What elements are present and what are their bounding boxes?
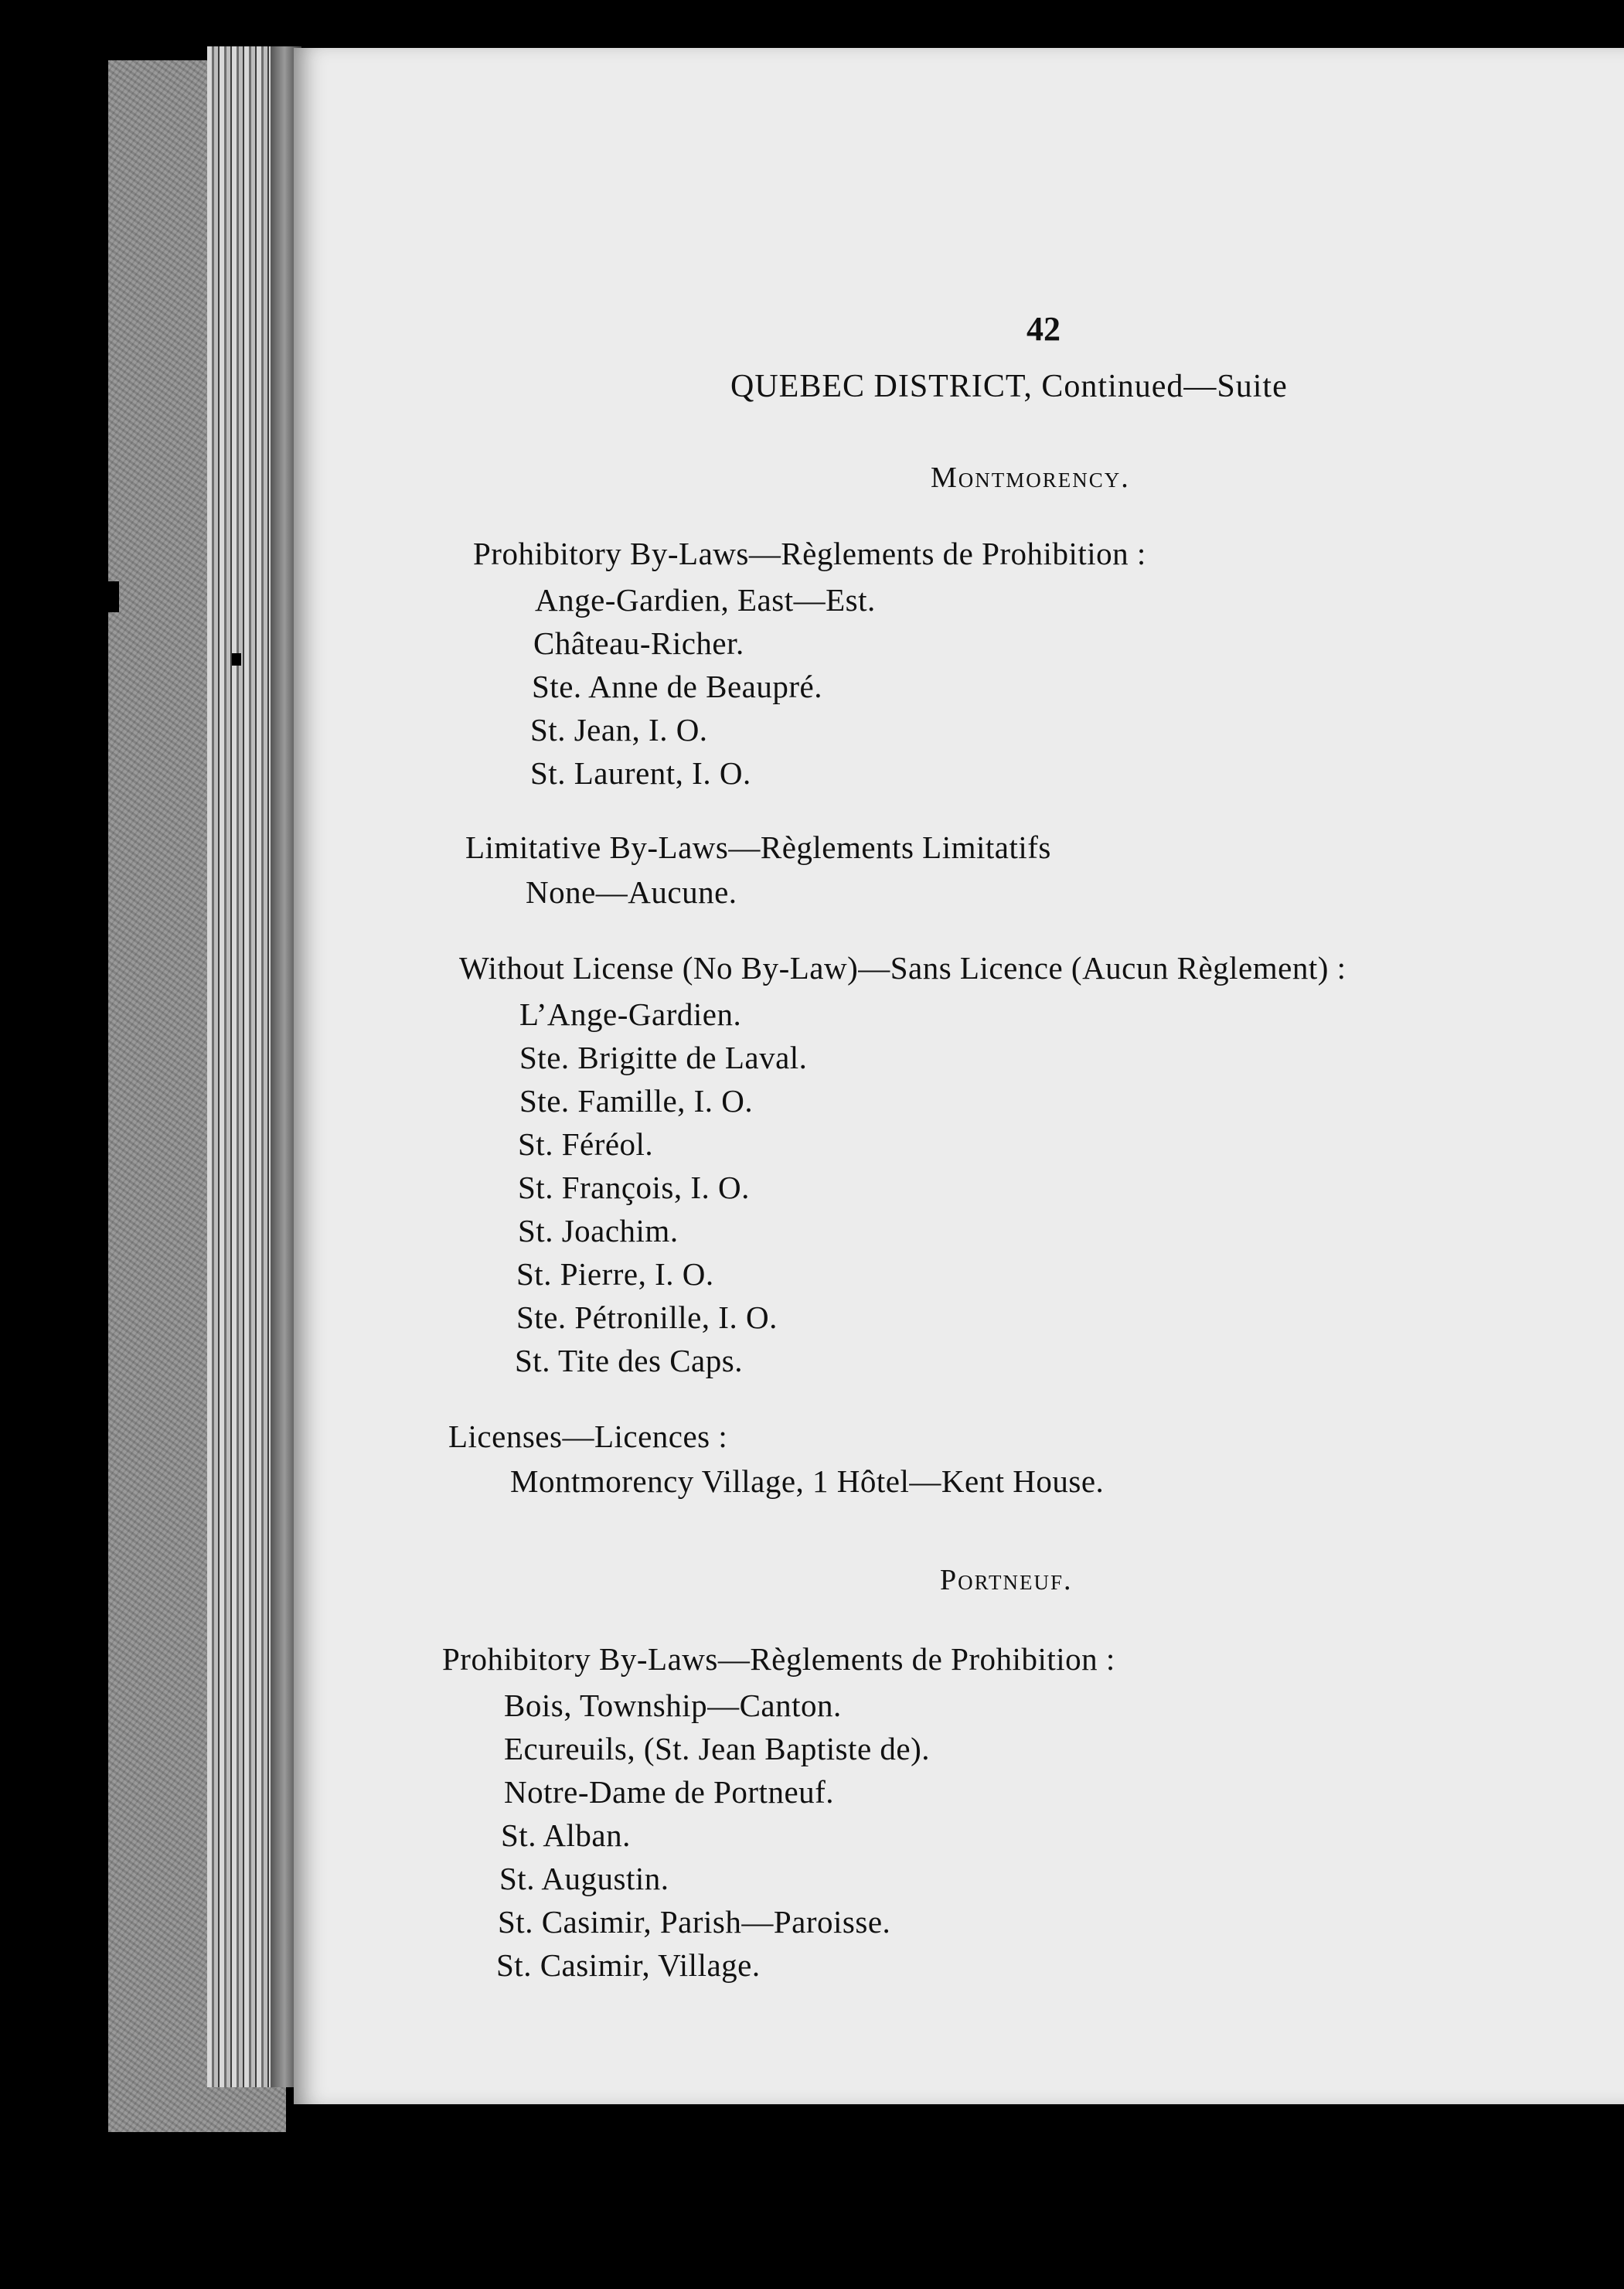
list-item: Ste. Famille, I. O. — [519, 1083, 754, 1119]
list-item: St. Joachim. — [518, 1213, 679, 1248]
list-item: Ste. Pétronille, I. O. — [516, 1299, 778, 1335]
list-item: St. Alban. — [501, 1817, 631, 1853]
list-item: St. Casimir, Village. — [496, 1947, 761, 1983]
document-page — [294, 48, 1624, 2104]
list-item: St. François, I. O. — [518, 1170, 750, 1205]
heading-limitative-montmorency: Limitative By-Laws—Règlements Limitatifs — [465, 829, 1051, 865]
list-item: Bois, Township—Canton. — [504, 1688, 842, 1723]
heading-without-license-montmorency: Without License (No By-Law)—Sans Licence (Aucun Règlement) : — [459, 950, 1347, 986]
section-title-montmorency: Montmorency. — [931, 462, 1130, 494]
running-head: QUEBEC DISTRICT, Continued—Suite — [730, 369, 1288, 404]
list-item: St. Laurent, I. O. — [530, 755, 751, 791]
list-item: St. Féréol. — [518, 1126, 654, 1162]
list-item: St. Jean, I. O. — [530, 712, 708, 748]
list-item: None—Aucune. — [526, 874, 737, 910]
list-item: Ste. Brigitte de Laval. — [519, 1040, 808, 1075]
list-item: St. Augustin. — [499, 1861, 669, 1896]
binding-mark — [99, 581, 119, 612]
section-title-portneuf: Portneuf. — [940, 1564, 1073, 1596]
heading-prohibitory-portneuf: Prohibitory By-Laws—Règlements de Prohibition : — [442, 1641, 1115, 1677]
list-item: Montmorency Village, 1 Hôtel—Kent House. — [510, 1463, 1105, 1499]
list-item: Ange-Gardien, East—Est. — [535, 582, 876, 618]
list-item: Notre-Dame de Portneuf. — [504, 1774, 835, 1810]
binding-mark — [232, 653, 241, 666]
list-item: Ste. Anne de Beaupré. — [532, 669, 822, 704]
heading-licenses-montmorency: Licenses—Licences : — [448, 1419, 728, 1454]
heading-prohibitory-montmorency: Prohibitory By-Laws—Règlements de Prohibition : — [473, 536, 1146, 571]
list-item: Château-Richer. — [533, 625, 744, 661]
list-item: Ecureuils, (St. Jean Baptiste de). — [504, 1731, 931, 1766]
list-item: St. Tite des Caps. — [515, 1343, 743, 1378]
list-item: St. Casimir, Parish—Paroisse. — [498, 1904, 891, 1940]
list-item: L’Ange-Gardien. — [519, 996, 742, 1032]
list-item: St. Pierre, I. O. — [516, 1256, 714, 1292]
page-number: 42 — [1026, 310, 1061, 348]
